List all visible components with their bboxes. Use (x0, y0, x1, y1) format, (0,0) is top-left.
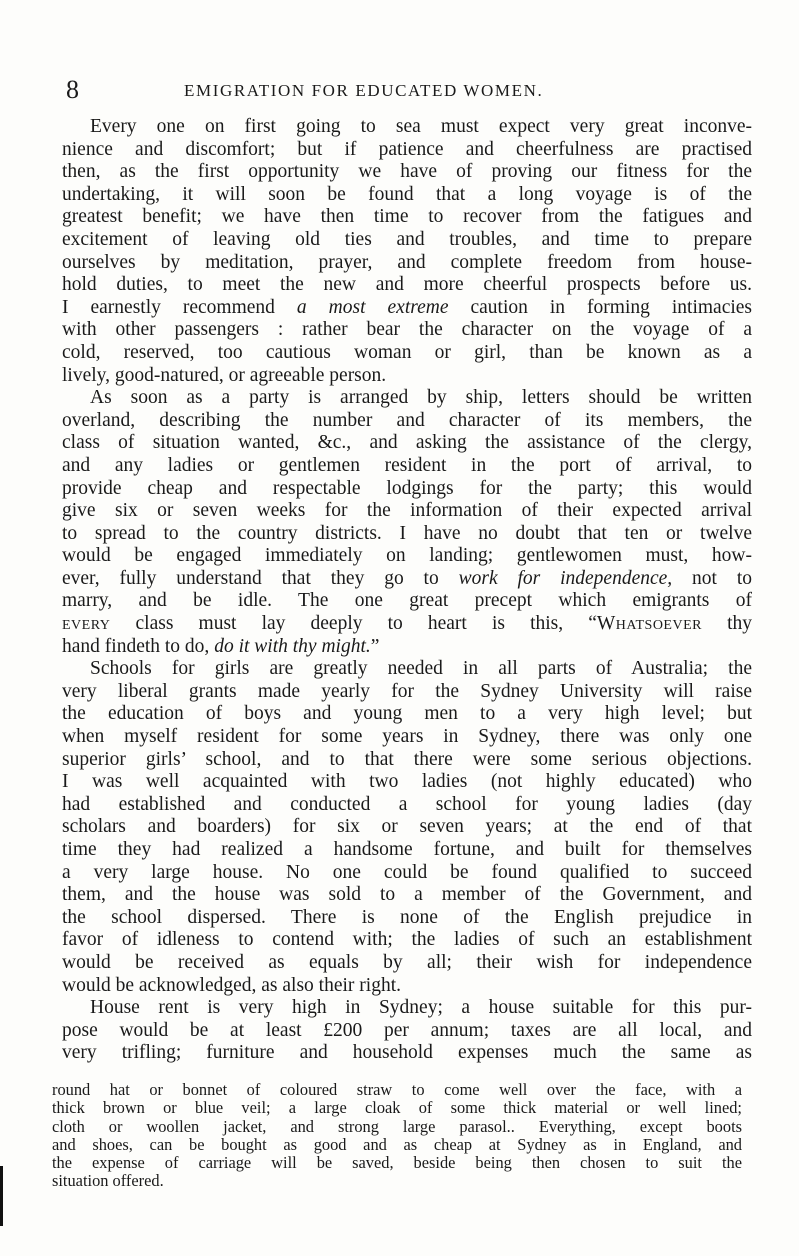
text-line: superior girls’ school, and to that there were some serious objections. (62, 748, 752, 770)
text-line: cold, reserved, too cautious woman or girl, than be known as a (62, 341, 752, 363)
text-line: Every one on first going to sea must expect very great inconve- (90, 116, 752, 137)
footnote-line: and shoes, can be bought as good and as cheap at Sydney as in England, and (52, 1134, 742, 1154)
text-line: with other passengers : rather bear the character on the voyage of a (62, 319, 752, 341)
emphasis: work for independence, (458, 567, 673, 589)
footnote-line: cloth or woollen jacket, and strong large parasol.. Everything, except boots (52, 1116, 742, 1136)
footnote-line: the expense of carriage will be saved, beside being then chosen to suit the (52, 1153, 742, 1173)
text-line: class of situation wanted, &c., and asking the assistance of the clergy, (62, 432, 752, 454)
text-line: Schools for girls are greatly needed in all parts of Australia; the (90, 658, 752, 680)
text-line: As soon as a party is arranged by ship, letters should be written (90, 387, 752, 409)
page-number: 8 (66, 75, 79, 104)
footnote-line: round hat or bonnet of coloured straw to come well over the face, with a (52, 1080, 742, 1099)
text-segment: I earnestly recommend (62, 296, 275, 318)
text-line (62, 297, 752, 320)
text-line: greatest benefit; we have then time to recover from the fatigues and (62, 206, 752, 228)
text-line: provide cheap and respectable lodgings for the party; this would (62, 477, 752, 499)
text-line (62, 613, 752, 636)
text-line: lively, good-natured, or agreeable person. (62, 364, 387, 386)
text-line: when myself resident for some years in Sydney, there was only one (62, 726, 752, 748)
text-line: I was well acquainted with two ladies (not highly educated) who (62, 771, 752, 793)
emphasis: a most extreme (296, 296, 449, 318)
small-caps-word: every (62, 613, 111, 635)
text-line: ourselves by meditation, prayer, and complete freedom from house- (62, 251, 752, 273)
text-line: overland, describing the number and character of its members, the (62, 409, 752, 431)
text-line: the school dispersed. There is none of the English prejudice in (62, 906, 752, 928)
page-header (66, 76, 756, 104)
text-line (62, 568, 752, 591)
text-line: a very large house. No one could be found qualified to succeed (62, 861, 752, 883)
text-line: undertaking, it will soon be found that a long voyage is of the (62, 183, 752, 205)
text-line: nience and discomfort; but if patience and cheerfulness are practised (62, 138, 752, 160)
footnote (52, 1081, 742, 1191)
text-line: marry, and be idle. The one great precept which emigrants of (62, 590, 752, 612)
text-line: House rent is very high in Sydney; a house suitable for this pur- (90, 997, 752, 1019)
text-segment: hand findeth to do, (62, 635, 210, 657)
running-title: EMIGRATION FOR EDUCATED WOMEN. (184, 81, 544, 100)
footnote-line: situation offered. (52, 1171, 164, 1191)
text-line: then, as the first opportunity we have of proving our fitness for the (62, 161, 752, 183)
text-line: very liberal grants made yearly for the Sydney University will raise (62, 680, 752, 702)
text-segment: caution in forming intimacies (470, 296, 753, 318)
text-line: give six or seven weeks for the information of their expected arrival (62, 500, 752, 522)
text-line (62, 636, 752, 659)
text-segment: thy (727, 613, 753, 635)
text-line: and any ladies or gentlemen resident in the port of arrival, to (62, 454, 752, 476)
text-line: hold duties, to meet the new and more cheerful prospects before us. (62, 274, 752, 296)
text-line: would be acknowledged, as also their right. (62, 974, 401, 996)
text-segment: ever, fully understand that they go to (62, 567, 439, 589)
text-line: would be received as equals by all; their wish for independence (62, 951, 752, 973)
text-line: had established and conducted a school for young ladies (day (62, 793, 752, 815)
text-line: to spread to the country districts. I have no doubt that ten or twelve (62, 522, 752, 544)
main-text (62, 116, 752, 1065)
scan-edge-mark (0, 1166, 3, 1226)
emphasis: do it with thy might. (214, 635, 371, 657)
text-segment: ” (370, 635, 380, 657)
text-segment: class must lay deeply to heart is this, “ (135, 613, 597, 635)
text-segment: not to (692, 567, 753, 589)
text-line: excitement of leaving old ties and troubles, and time to prepare (62, 228, 752, 250)
text-line: time they had realized a handsome fortune, and built for themselves (62, 839, 752, 860)
text-line: very trifling; furniture and household expenses much the same as (62, 1042, 752, 1064)
small-caps-word: Whatsoever (596, 613, 702, 635)
text-line: the education of boys and young men to a very high level; but (62, 703, 752, 725)
text-line: favor of idleness to contend with; the ladies of such an establishment (62, 929, 752, 951)
text-line: them, and the house was sold to a member of the Government, and (62, 884, 752, 906)
footnote-line: thick brown or blue veil; a large cloak of some thick material or well lined; (52, 1098, 742, 1118)
text-line: would be engaged immediately on landing; gentlewomen must, how- (62, 545, 752, 567)
text-line: scholars and boarders) for six or seven years; at the end of that (62, 816, 752, 838)
text-line: pose would be at least £200 per annum; taxes are all local, and (62, 1019, 752, 1041)
